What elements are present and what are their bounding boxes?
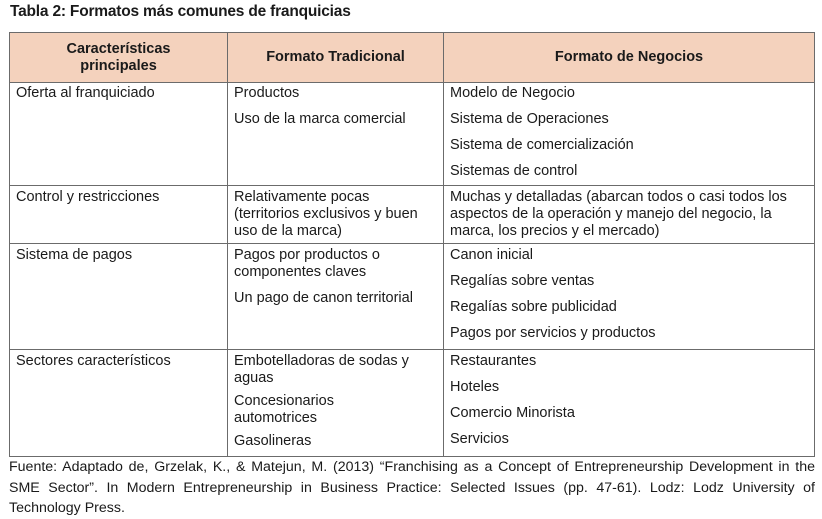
table-row bbox=[10, 186, 815, 244]
cell-item: Muchas y detalladas (abarcan todos o casi todos los aspectos de la operación y manejo del negocio, la marca, los precios y el mercado) bbox=[450, 189, 787, 239]
table-row bbox=[10, 244, 815, 350]
cell-item: Comercio Minorista bbox=[450, 405, 575, 421]
cell-item: Relativamente pocas (territorios exclusivos y buen uso de la marca) bbox=[234, 189, 418, 239]
cell-item: Restaurantes bbox=[450, 353, 537, 369]
cell-item: Modelo de Negocio bbox=[450, 85, 575, 101]
row-label: Control y restricciones bbox=[10, 186, 228, 244]
cell-item: Concesionarios automotrices bbox=[234, 393, 334, 426]
table-title: Tabla 2: Formatos más comunes de franquicias bbox=[10, 3, 351, 20]
cell-item: Sistemas de control bbox=[450, 163, 578, 179]
header-business: Formato de Negocios bbox=[444, 33, 815, 83]
franchise-formats-table bbox=[9, 32, 815, 457]
cell-item: Gasolineras bbox=[234, 433, 312, 449]
cell-item: Pagos por productos o componentes claves bbox=[234, 247, 380, 280]
traditional-cell bbox=[228, 83, 444, 186]
business-cell bbox=[444, 83, 815, 186]
cell-item: Regalías sobre ventas bbox=[450, 273, 595, 289]
cell-item: Pagos por servicios y productos bbox=[450, 325, 656, 341]
cell-item: Hoteles bbox=[450, 379, 500, 395]
row-label: Sistema de pagos bbox=[10, 244, 228, 350]
cell-item: Servicios bbox=[450, 431, 509, 447]
cell-item: Canon inicial bbox=[450, 247, 534, 263]
cell-item: Sistema de Operaciones bbox=[450, 111, 609, 127]
business-cell bbox=[444, 244, 815, 350]
cell-item: Un pago de canon territorial bbox=[234, 290, 413, 306]
header-characteristics: Características principales bbox=[10, 33, 228, 83]
traditional-cell bbox=[228, 350, 444, 457]
cell-item: Productos bbox=[234, 85, 300, 101]
row-label: Oferta al franquiciado bbox=[10, 83, 228, 186]
traditional-cell bbox=[228, 244, 444, 350]
source-citation: Fuente: Adaptado de, Grzelak, K., & Matejun, M. (2013) “Franchising as a Concept of Entrepreneurship Development in the SME Sector”. In Modern Entrepreneurship in Business Practice: Selected Issues (pp. 47-61). Lodz: Lodz University of Technology Press. bbox=[9, 459, 815, 516]
traditional-cell bbox=[228, 186, 444, 244]
row-label: Sectores característicos bbox=[10, 350, 228, 457]
table-row bbox=[10, 350, 815, 457]
table-row bbox=[10, 83, 815, 186]
cell-item: Regalías sobre publicidad bbox=[450, 299, 617, 315]
cell-item: Embotelladoras de sodas y aguas bbox=[234, 353, 409, 386]
header-traditional: Formato Tradicional bbox=[228, 33, 444, 83]
header-row bbox=[10, 33, 815, 83]
business-cell bbox=[444, 186, 815, 244]
cell-item: Uso de la marca comercial bbox=[234, 111, 406, 127]
cell-item: Sistema de comercialización bbox=[450, 137, 634, 153]
business-cell bbox=[444, 350, 815, 457]
